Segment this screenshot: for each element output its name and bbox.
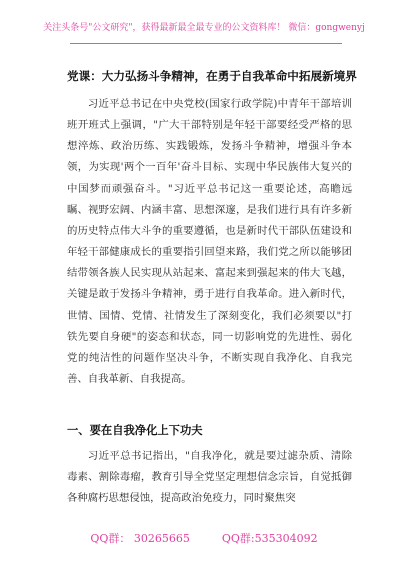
footer-contact: [0, 532, 408, 546]
document-title: 党课：大力弘扬斗争精神，在勇于自我革命中拓展新境界: [67, 69, 357, 83]
footer-qq-group-2: QQ群:535304092: [221, 532, 318, 545]
header-divider: [70, 43, 342, 44]
body-paragraph-2: 习近平总书记指出，"自我净化，就是要过滤杂质、清除毒素、割除毒瘤，教育引导全党坚定理想信念宗旨，自觉抵御各种腐朽思想侵蚀，提高政治免疫力，同时聚焦突: [67, 450, 352, 505]
header-note: 关注头条号"公文研究"，获得最新最全最专业的公文资料库！ 微信：gongwenyj: [43, 23, 365, 33]
footer-qq-group-1: QQ群： 30265665: [90, 532, 190, 545]
section-heading-1: 一、要在自我净化上下功夫: [67, 423, 203, 437]
body-paragraph-1: 习近平总书记在中央党校(国家行政学院)中青年干部培训班开班式上强调，"广大干部特别是年轻干部要经受严格的思想淬炼、政治历练、实践锻炼，发扬斗争精神，增强斗争本领，为实现'两个一百年'奋斗目标、实现中华民族伟大复兴的中国梦而顽强奋斗。"习近平总书记这一重要论述，高瞻远瞩、视野宏阔、内涵丰富、思想深邃，是我们进行具有许多新的历史特点伟大斗争的重要遵循，也是新时代干部队伍建设和年轻干部健康成长的重要指引回望来路，我们党之所以能够团结带领各族人民实现从站起来、富起来到强起来的伟大飞越，关键是敢于发扬斗争精神，勇于进行自我革命。进入新时代，世情、国情、党情、社情发生了深刻变化，我们必须要以"打铁先要自身硬"的姿态和状态，同一切影响党的先进性、弱化党的纯洁性的问题作坚决斗争，不断实现自我净化、自我完善、自我革新、自我提高。: [67, 98, 352, 386]
